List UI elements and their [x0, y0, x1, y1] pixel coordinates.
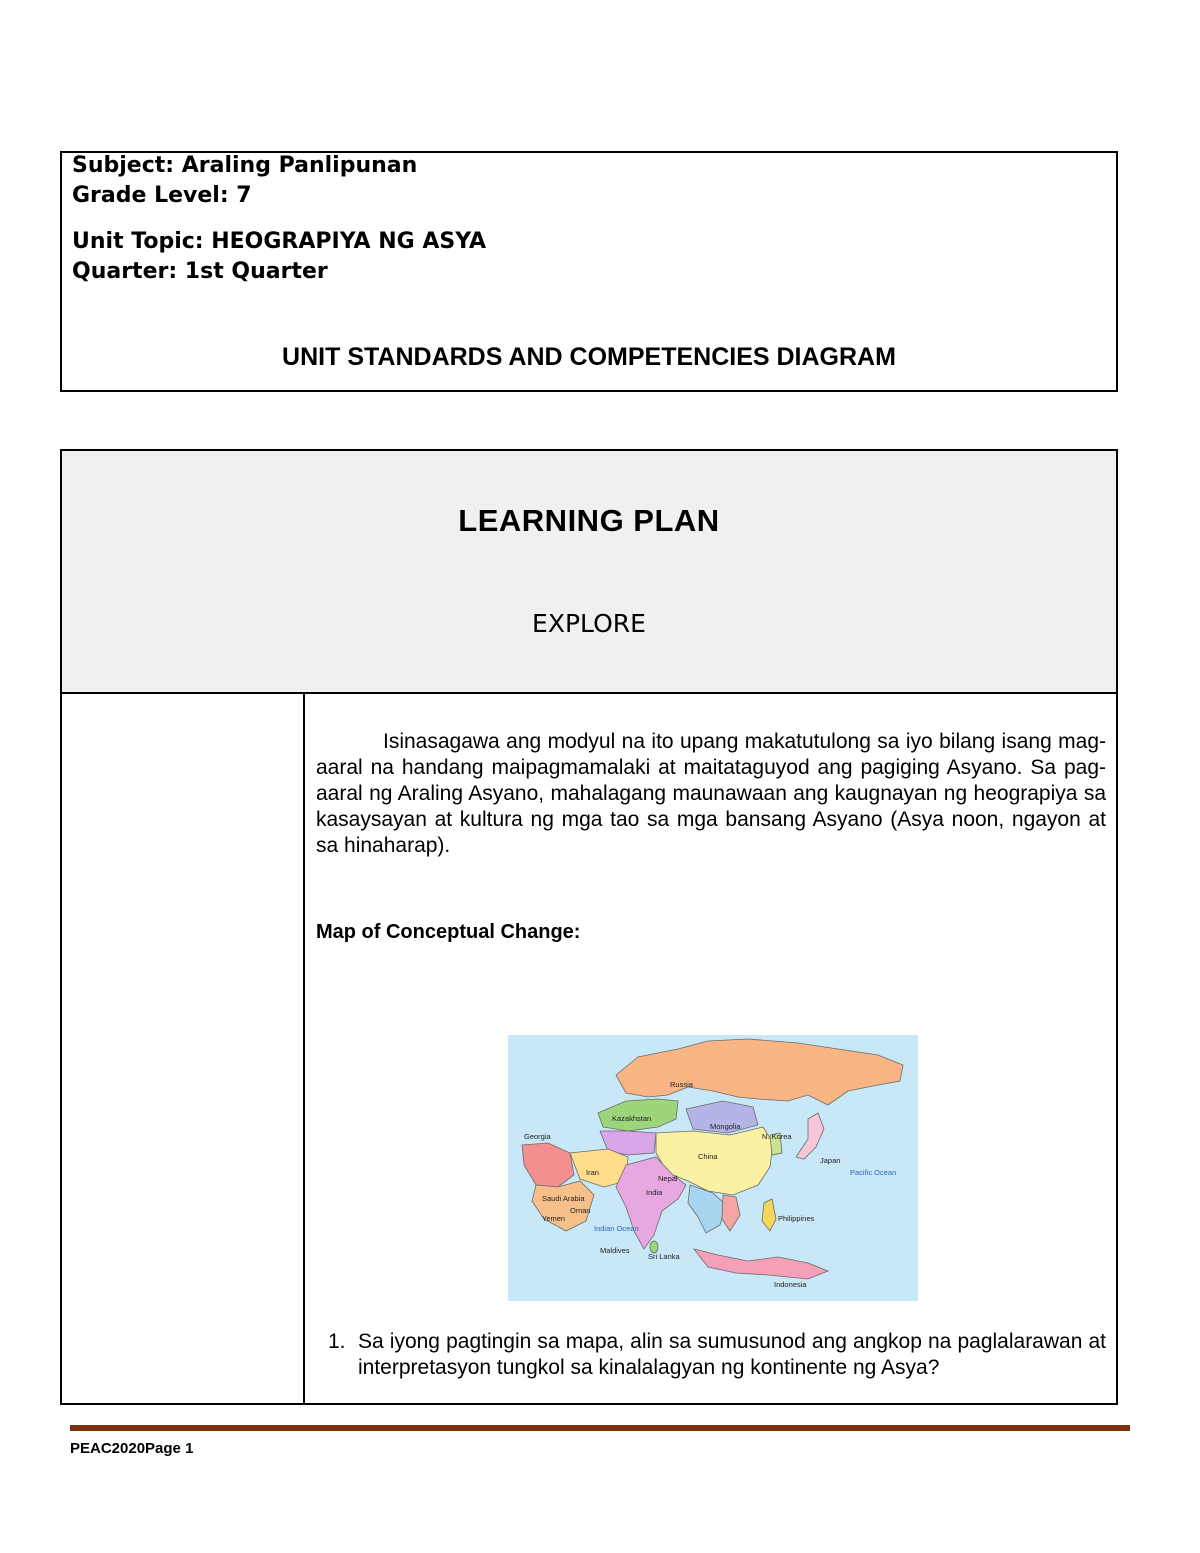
map-label-pacific: Pacific Ocean [850, 1168, 897, 1177]
map-label-indonesia: Indonesia [774, 1280, 807, 1289]
footer-page-label: PEAC2020Page 1 [70, 1440, 194, 1457]
map-label-georgia: Georgia [524, 1132, 551, 1141]
quarter-line: Quarter: 1st Quarter [72, 259, 328, 284]
grade-level-line: Grade Level: 7 [72, 183, 252, 208]
map-label-nepal: Nepal [658, 1174, 678, 1183]
map-label-iran: Iran [586, 1168, 599, 1177]
unit-header-box [60, 151, 1118, 392]
diagram-title: UNIT STANDARDS AND COMPETENCIES DIAGRAM [282, 343, 896, 371]
map-label-russia: Russia [670, 1080, 693, 1089]
map-label-indian-ocean: Indian Ocean [594, 1224, 639, 1233]
question-text: Sa iyong pagtingin sa mapa, alin sa sumusunod ang angkop na paglalarawan at interpretasyon tungkol sa kinalalagyan ng kontinente ng Asya? [358, 1330, 1106, 1379]
intro-content [316, 729, 1106, 859]
learning-plan-table [60, 449, 1118, 1405]
map-label-oman: Oman [570, 1206, 591, 1215]
map-label-maldives: Maldives [600, 1246, 630, 1255]
footer-rule [70, 1425, 1130, 1431]
question-number: 1. [328, 1330, 346, 1353]
map-label: Map of Conceptual Change: [316, 921, 581, 943]
intro-paragraph: Isinasagawa ang modyul na ito upang makatutulong sa iyo bilang isang mag-aaral na handang maipagmamalaki at maitataguyod ang pagiging Asyano. Sa pag-aaral ng Araling Asyano, mahalagang maunawaan ang kaugnayan ng heograpiya sa kasaysayan at kultura ng mga tao sa mga bansang Asyano (Asya noon, ngayon at sa hinaharap). [316, 730, 1106, 857]
subject-line: Subject: Araling Panlipunan [72, 153, 418, 178]
question-1 [328, 1329, 1106, 1381]
map-label-india: India [646, 1188, 663, 1197]
map-label-mongolia: Mongolia [710, 1122, 741, 1131]
map-label-saudi: Saudi Arabia [542, 1194, 585, 1203]
explore-heading: EXPLORE [532, 609, 646, 638]
learning-plan-header [62, 451, 1116, 694]
learning-plan-title: LEARNING PLAN [458, 503, 720, 538]
column-divider [303, 694, 305, 1403]
unit-topic-line: Unit Topic: HEOGRAPIYA NG ASYA [72, 229, 487, 254]
asia-map [508, 1035, 918, 1301]
map-label-n-korea: N. Korea [762, 1132, 792, 1141]
map-label-china: China [698, 1152, 718, 1161]
map-label-kazakhstan: Kazakhstan [612, 1114, 652, 1123]
map-label-sri-lanka: Sri Lanka [648, 1252, 680, 1261]
map-label-yemen: Yemen [542, 1214, 566, 1223]
map-label-japan: Japan [820, 1156, 841, 1165]
map-label-philippines: Philippines [778, 1214, 815, 1223]
